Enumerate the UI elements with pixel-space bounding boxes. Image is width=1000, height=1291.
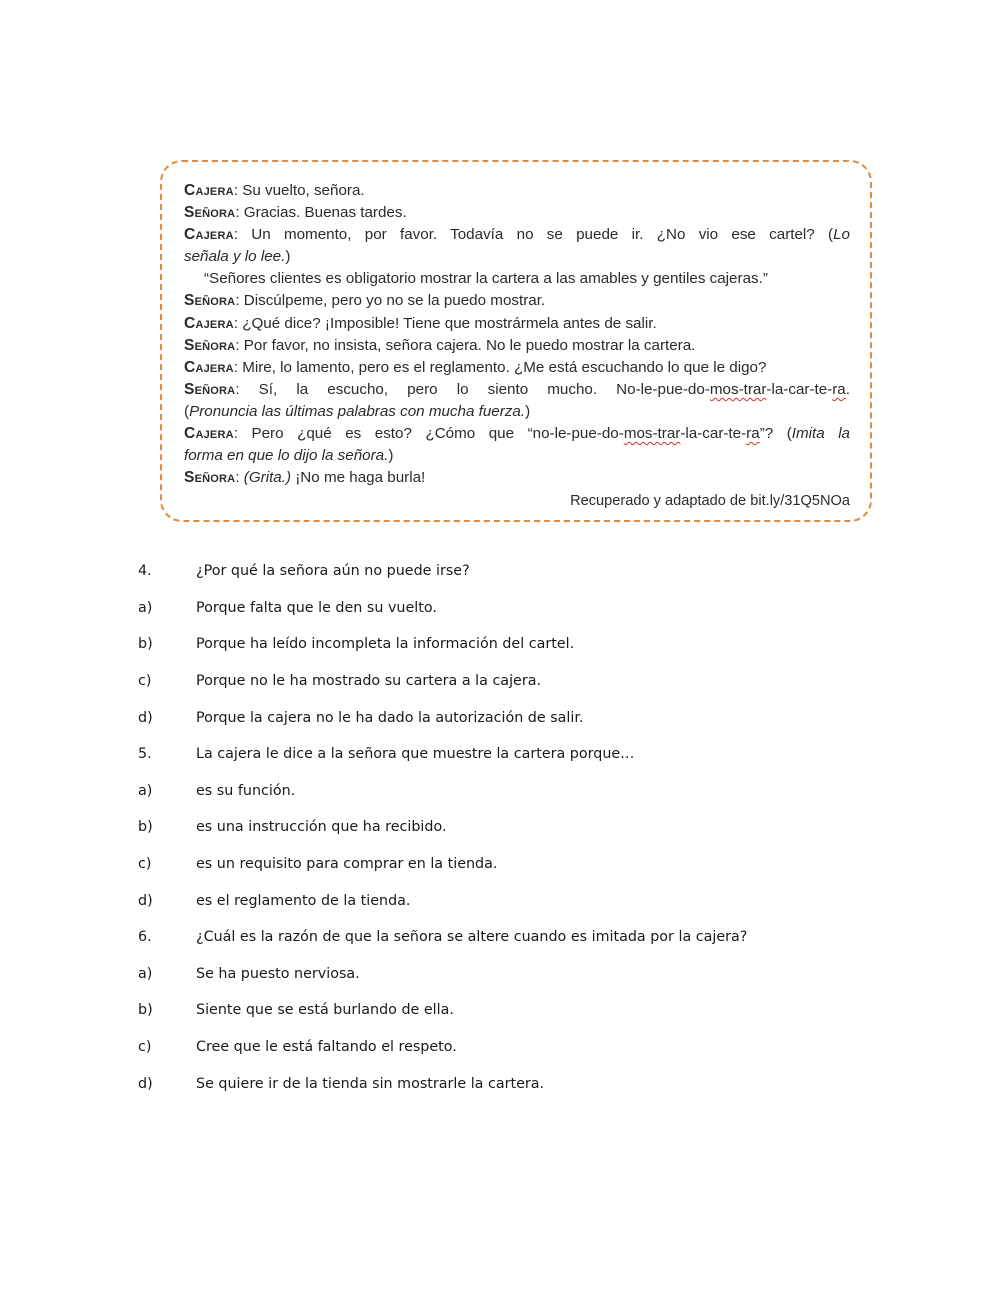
option-label: b) xyxy=(138,636,153,653)
speaker-label: Cajera xyxy=(184,182,234,199)
dialog-box xyxy=(160,160,872,522)
question-list xyxy=(138,553,898,1102)
answer-option[interactable] xyxy=(138,590,898,627)
question-item xyxy=(138,736,898,773)
dialog-line xyxy=(184,202,850,224)
answer-option[interactable] xyxy=(138,773,898,810)
dialog-text: : Sí, la escucho, pero lo siento mucho. No-le-pue-do- xyxy=(235,380,710,398)
speaker-label: Cajera xyxy=(184,425,234,443)
option-label: a) xyxy=(138,782,153,799)
stage-direction: forma en que lo dijo la señora. xyxy=(184,447,389,465)
dialog-line xyxy=(184,357,850,379)
answer-option[interactable] xyxy=(138,846,898,883)
spellcheck-underlined-text: ra xyxy=(746,425,760,443)
spellcheck-underlined-text: ra xyxy=(832,380,846,398)
option-label: c) xyxy=(138,673,152,690)
answer-option[interactable] xyxy=(138,992,898,1029)
dialog-line xyxy=(184,401,850,423)
option-label: b) xyxy=(138,1002,153,1019)
option-text: Porque falta que le den su vuelto. xyxy=(196,599,437,616)
speaker-label: Señora xyxy=(184,204,236,222)
dialog-text: : Pero ¿qué es esto? ¿Cómo que “no-le-pue-do- xyxy=(233,425,624,443)
answer-option[interactable] xyxy=(138,882,898,919)
question-label: 4. xyxy=(138,563,152,580)
question-text: ¿Cuál es la razón de que la señora se altere cuando es imitada por la cajera? xyxy=(196,929,748,946)
answer-option[interactable] xyxy=(138,1029,898,1066)
option-text: Cree que le está faltando el respeto. xyxy=(196,1039,457,1056)
dialog-text: ) xyxy=(388,447,394,465)
question-label: 6. xyxy=(138,929,152,946)
dialog-line xyxy=(184,290,850,312)
dialog-line xyxy=(184,246,850,268)
question-item xyxy=(138,553,898,590)
spellcheck-underlined-text: mos-trar xyxy=(623,425,681,443)
answer-option[interactable] xyxy=(138,699,898,736)
dialog-line xyxy=(184,445,850,467)
dialog-text: ”? ( xyxy=(759,425,792,443)
dialog-line xyxy=(184,423,850,445)
spellcheck-underlined-text: mos-trar xyxy=(709,380,767,398)
dialog-line xyxy=(184,467,850,489)
option-label: d) xyxy=(138,1075,153,1092)
dialog-text: : xyxy=(235,469,244,487)
question-item xyxy=(138,919,898,956)
option-text: Se ha puesto nerviosa. xyxy=(196,965,360,982)
dialog-text: -la-car-te- xyxy=(766,380,833,398)
answer-option[interactable] xyxy=(138,809,898,846)
stage-direction: (Grita.) xyxy=(243,469,292,487)
dialog-text: . xyxy=(845,380,850,398)
dialog-text: : Gracias. Buenas tardes. xyxy=(235,204,407,222)
question-text: ¿Por qué la señora aún no puede irse? xyxy=(196,563,470,580)
dialog-text: : Discúlpeme, pero yo no se la puedo mostrar. xyxy=(235,292,546,310)
answer-option[interactable] xyxy=(138,663,898,700)
question-text: La cajera le dice a la señora que muestre la cartera porque… xyxy=(196,746,635,763)
speaker-label: Cajera xyxy=(184,314,234,332)
dialog-text: ) xyxy=(285,248,291,266)
answer-option[interactable] xyxy=(138,956,898,993)
option-text: es una instrucción que ha recibido. xyxy=(196,819,447,836)
dialog-line xyxy=(184,379,850,401)
option-text: es el reglamento de la tienda. xyxy=(196,892,411,909)
option-text: Porque no le ha mostrado su cartera a la cajera. xyxy=(196,673,542,690)
dialog-text: : Su vuelto, señora. xyxy=(233,182,365,199)
dialog-text: : Por favor, no insista, señora cajera. No le puedo mostrar la cartera. xyxy=(235,336,696,354)
dialog-line xyxy=(184,224,850,246)
option-label: d) xyxy=(138,892,153,909)
speaker-label: Cajera xyxy=(184,226,234,244)
speaker-label: Señora xyxy=(184,469,236,487)
speaker-label: Señora xyxy=(184,380,236,398)
stage-direction: Lo xyxy=(833,226,850,244)
speaker-label: Señora xyxy=(184,292,236,310)
option-text: es un requisito para comprar en la tienda. xyxy=(196,856,498,873)
option-text: Porque ha leído incompleta la información del cartel. xyxy=(196,636,575,653)
speaker-label: Señora xyxy=(184,336,236,354)
option-label: c) xyxy=(138,856,152,873)
option-label: b) xyxy=(138,819,153,836)
dialog-text: -la-car-te- xyxy=(680,425,747,443)
option-label: a) xyxy=(138,965,153,982)
option-label: c) xyxy=(138,1039,152,1056)
source-citation: Recuperado y adaptado de bit.ly/31Q5NOa xyxy=(570,493,850,510)
dialog-text: ) xyxy=(525,402,531,420)
dialog-text: : Un momento, por favor. Todavía no se puede ir. ¿No vio ese cartel? ( xyxy=(233,226,834,244)
question-label: 5. xyxy=(138,746,152,763)
stage-direction: Imita la xyxy=(791,425,851,443)
option-text: Se quiere ir de la tienda sin mostrarle la cartera. xyxy=(196,1075,545,1092)
dialog-text: : ¿Qué dice? ¡Imposible! Tiene que mostrármela antes de salir. xyxy=(233,314,657,332)
speaker-label: Cajera xyxy=(184,358,234,376)
dialog-line xyxy=(184,335,850,357)
dialog-text: : Mire, lo lamento, pero es el reglamento. ¿Me está escuchando lo que le digo? xyxy=(233,358,767,376)
dialog-line xyxy=(184,313,850,335)
option-label: d) xyxy=(138,709,153,726)
dialog-text: “Señores clientes es obligatorio mostrar la cartera a las amables y gentiles cajeras.” xyxy=(204,270,768,288)
answer-option[interactable] xyxy=(138,626,898,663)
dialog-text: ¡No me haga burla! xyxy=(291,469,426,487)
stage-direction: Pronuncia las últimas palabras con mucha fuerza. xyxy=(189,402,526,420)
option-label: a) xyxy=(138,599,153,616)
option-text: es su función. xyxy=(196,782,296,799)
dialog-text: ( xyxy=(184,402,190,420)
sign-quote xyxy=(184,268,850,290)
option-text: Siente que se está burlando de ella. xyxy=(196,1002,454,1019)
answer-option[interactable] xyxy=(138,1065,898,1102)
stage-direction: señala y lo lee. xyxy=(184,248,286,266)
dialog-line xyxy=(184,180,850,202)
option-text: Porque la cajera no le ha dado la autorización de salir. xyxy=(196,709,584,726)
